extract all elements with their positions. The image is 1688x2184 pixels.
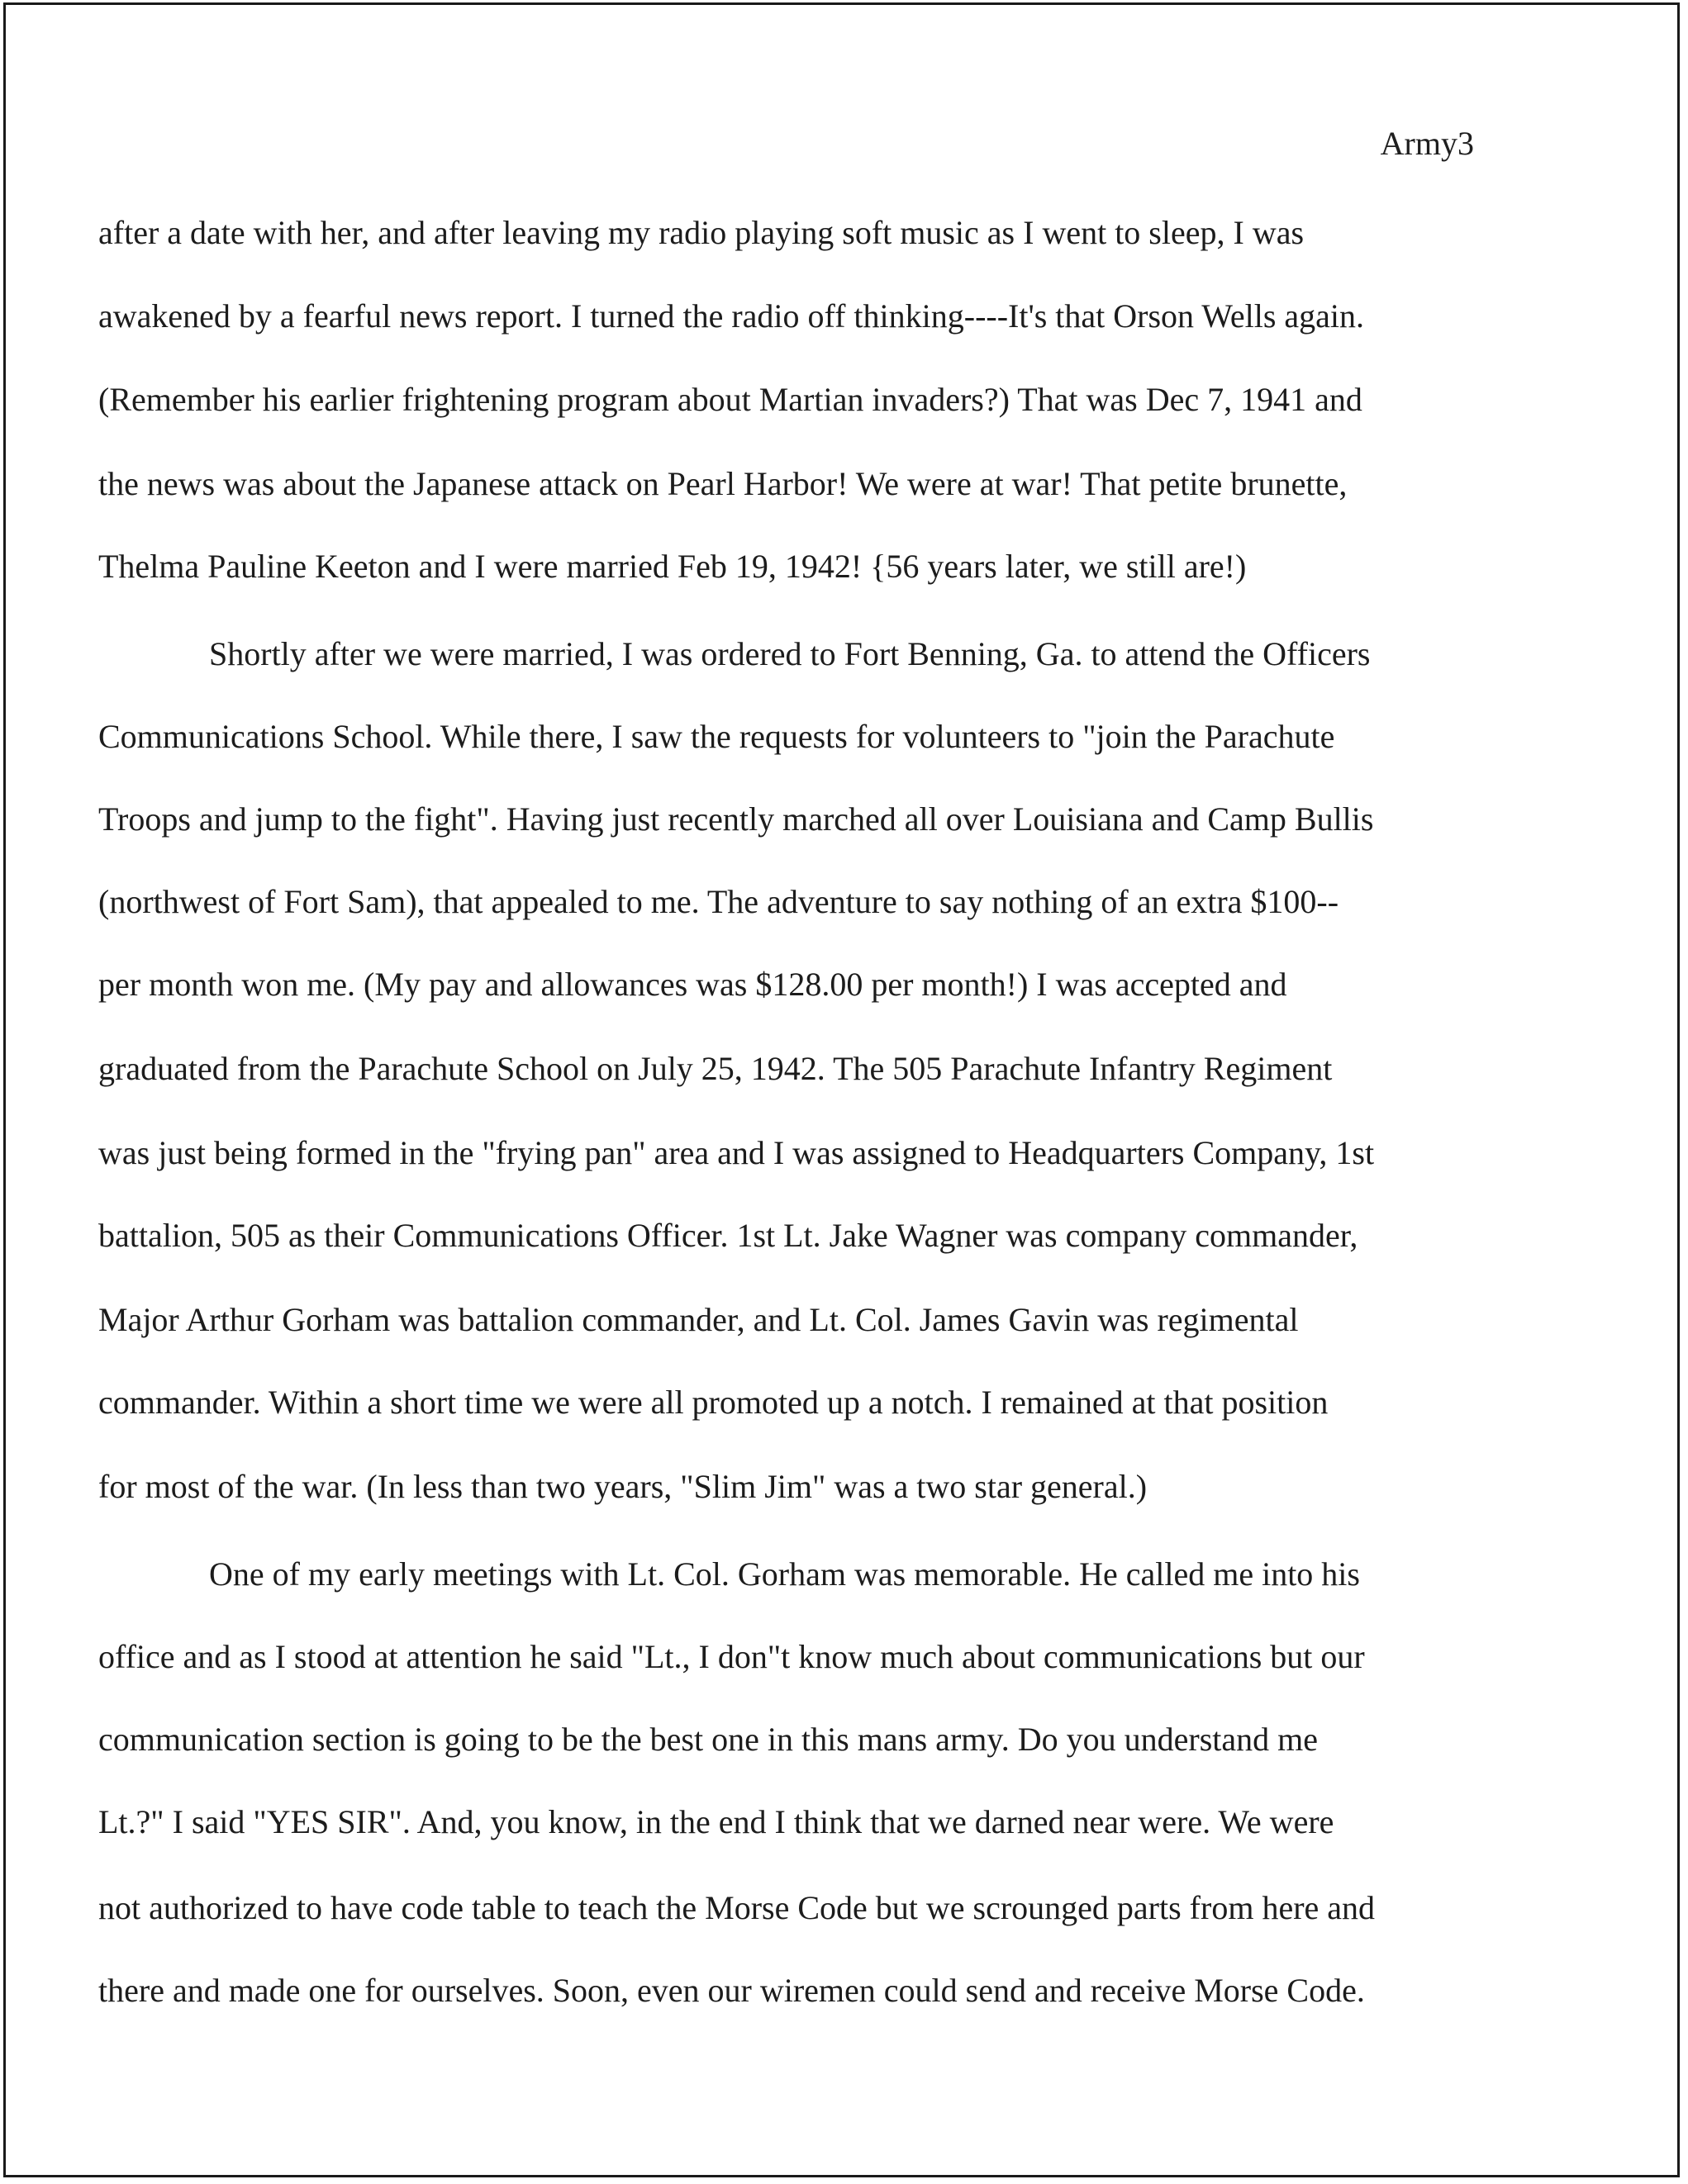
- text-line: Troops and jump to the fight". Having just recently marched all over Louisiana and Camp Bullis: [98, 800, 1374, 838]
- text-line: graduated from the Parachute School on July 25, 1942. The 505 Parachute Infantry Regiment: [98, 1050, 1333, 1087]
- document-body: [6, 5, 1677, 2175]
- text-line: commander. Within a short time we were all promoted up a notch. I remained at that position: [98, 1384, 1329, 1421]
- text-line: Major Arthur Gorham was battalion commander, and Lt. Col. James Gavin was regimental: [98, 1301, 1299, 1338]
- text-line: (Remember his earlier frightening program about Martian invaders?) That was Dec 7, 1941 and: [98, 381, 1362, 418]
- text-line: for most of the war. (In less than two years, "Slim Jim" was a two star general.): [98, 1468, 1148, 1505]
- page-header: Army3: [1380, 125, 1474, 162]
- text-line-paragraph-start: One of my early meetings with Lt. Col. Gorham was memorable. He called me into his: [209, 1555, 1360, 1593]
- page-frame: [3, 2, 1680, 2177]
- text-line: Thelma Pauline Keeton and I were married Feb 19, 1942! {56 years later, we still are!): [98, 548, 1247, 585]
- text-line: communication section is going to be the best one in this mans army. Do you understand me: [98, 1721, 1319, 1758]
- text-line: awakened by a fearful news report. I turned the radio off thinking----It's that Orson Wells again.: [98, 297, 1365, 335]
- text-line: battalion, 505 as their Communications Officer. 1st Lt. Jake Wagner was company commander,: [98, 1217, 1358, 1254]
- text-line: Lt.?" I said "YES SIR". And, you know, in the end I think that we darned near were. We were: [98, 1803, 1334, 1840]
- text-line: per month won me. (My pay and allowances was $128.00 per month!) I was accepted and: [98, 966, 1287, 1003]
- text-line-paragraph-start: Shortly after we were married, I was ordered to Fort Benning, Ga. to attend the Officers: [209, 635, 1371, 672]
- text-line: not authorized to have code table to teach the Morse Code but we scrounged parts from here and: [98, 1889, 1376, 1926]
- text-line: there and made one for ourselves. Soon, even our wiremen could send and receive Morse Code.: [98, 1972, 1365, 2009]
- text-line: was just being formed in the "frying pan" area and I was assigned to Headquarters Company, 1st: [98, 1134, 1375, 1171]
- text-line: the news was about the Japanese attack on Pearl Harbor! We were at war! That petite brunette,: [98, 465, 1348, 502]
- text-line: after a date with her, and after leaving my radio playing soft music as I went to sleep, I was: [98, 214, 1305, 251]
- text-line: Communications School. While there, I saw the requests for volunteers to "join the Parachute: [98, 718, 1335, 755]
- text-line: (northwest of Fort Sam), that appealed to me. The adventure to say nothing of an extra $100--: [98, 883, 1339, 920]
- text-line: office and as I stood at attention he said "Lt., I don"t know much about communications but our: [98, 1638, 1365, 1675]
